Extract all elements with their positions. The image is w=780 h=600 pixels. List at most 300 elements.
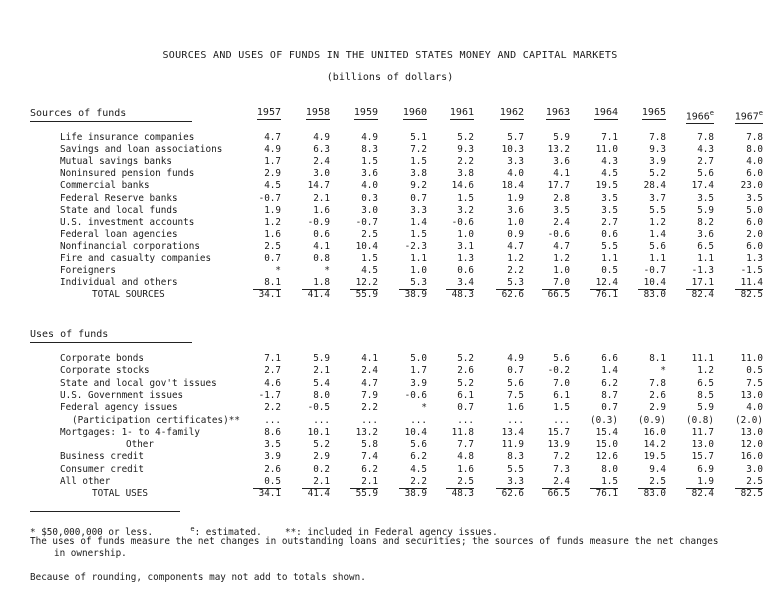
table-row [0, 193, 780, 205]
cell-value: 2.9 [649, 402, 666, 414]
year-label: 1961 [449, 107, 474, 118]
cell-value: 6.1 [457, 389, 474, 401]
cell-value: 2.2 [507, 265, 524, 277]
cell-value: 3.9 [264, 451, 281, 463]
cell-value: 13.2 [547, 144, 570, 156]
cell-value: 7.1 [264, 353, 281, 364]
cell-value: 5.3 [399, 277, 427, 290]
year-label: 1963 [545, 107, 570, 118]
cell-value: 4.1 [361, 353, 378, 364]
cell-value: 3.5 [746, 192, 763, 204]
cell-value: 3.7 [649, 192, 666, 204]
cell-value: 6.0 [746, 240, 763, 252]
cell-value: 9.4 [649, 463, 666, 475]
row-label: U.S. Government issues [60, 389, 184, 401]
row-label: Federal agency issues [60, 402, 178, 414]
cell-value: 2.9 [313, 451, 330, 463]
cell-value: 6.6 [601, 353, 618, 364]
cell-value: 2.5 [735, 476, 763, 489]
total-value: 48.3 [451, 488, 474, 500]
cell-value: 5.9 [553, 132, 570, 143]
cell-value: 3.5 [264, 439, 281, 451]
cell-value: 7.8 [746, 132, 763, 143]
cell-value: 2.6 [264, 463, 281, 475]
cell-value: 15.0 [595, 439, 618, 451]
cell-value: 5.6 [553, 353, 570, 364]
cell-value: 5.5 [601, 240, 618, 252]
cell-value: 5.6 [410, 439, 427, 451]
year-header [626, 107, 666, 120]
year-header [387, 107, 427, 120]
table-row [0, 353, 780, 365]
cell-value: 1.1 [649, 253, 666, 264]
cell-value: 3.5 [601, 204, 618, 216]
cell-value: 10.4 [355, 240, 378, 252]
cell-value: 16.0 [740, 451, 763, 463]
cell-value: 2.4 [313, 156, 330, 168]
cell-value: 3.6 [507, 204, 524, 216]
cell-value: ... [264, 414, 281, 426]
total-value: 34.1 [258, 488, 281, 500]
cell-value: 19.5 [643, 451, 666, 463]
total-row [0, 289, 780, 301]
cell-value: -0.5 [307, 402, 330, 414]
cell-value: 2.1 [302, 476, 330, 489]
row-label: Other [126, 439, 154, 451]
cell-value: 5.2 [457, 377, 474, 389]
table-row [0, 476, 780, 488]
uses-heading-rule [30, 342, 192, 343]
cell-value: 2.0 [746, 228, 763, 240]
row-label: Nonfinancial corporations [60, 240, 200, 252]
cell-value: 5.1 [410, 132, 427, 143]
cell-value: ... [553, 414, 570, 426]
total-value: 55.9 [355, 289, 378, 301]
cell-value: 6.0 [746, 168, 763, 180]
cell-value: 1.7 [264, 156, 281, 168]
cell-value: -1.5 [740, 265, 763, 277]
cell-value: 14.2 [643, 439, 666, 451]
cell-value: 4.3 [601, 156, 618, 168]
cell-value: 0.3 [361, 192, 378, 204]
table-row [0, 451, 780, 463]
year-header [530, 107, 570, 120]
footnote-e-text: : estimated. [194, 527, 262, 539]
cell-value: 5.9 [697, 204, 714, 216]
cell-value: -1.7 [258, 389, 281, 401]
row-label: State and local gov't issues [60, 377, 217, 389]
cell-value: 28.4 [643, 180, 666, 192]
cell-value: 4.9 [264, 144, 281, 156]
cell-value: 2.5 [361, 228, 378, 240]
cell-value: 0.7 [601, 402, 618, 414]
cell-value: 2.5 [638, 476, 666, 489]
year-header [578, 107, 618, 120]
year-header [434, 107, 474, 120]
cell-value: 14.7 [307, 180, 330, 192]
cell-value: 11.0 [740, 353, 763, 364]
cell-value: 7.9 [361, 389, 378, 401]
row-label: Corporate bonds [60, 353, 144, 364]
total-value: 83.0 [643, 488, 666, 500]
cell-value: 2.2 [264, 402, 281, 414]
cell-value: 4.1 [313, 240, 330, 252]
cell-value: 1.2 [553, 253, 570, 264]
total-value: 76.1 [595, 289, 618, 301]
footnote-star: * $50,000,000 or less. [30, 527, 154, 539]
cell-value: 2.2 [361, 402, 378, 414]
cell-value: 11.9 [501, 439, 524, 451]
cell-value: 23.0 [740, 180, 763, 192]
cell-value: ... [313, 414, 330, 426]
cell-value: 1.5 [410, 156, 427, 168]
table-row [0, 277, 780, 289]
cell-value: 1.6 [313, 204, 330, 216]
cell-value: * [275, 265, 281, 277]
cell-value: 3.5 [601, 192, 618, 204]
cell-value: 17.1 [686, 277, 714, 290]
cell-value: 7.7 [457, 439, 474, 451]
table-row [0, 390, 780, 402]
year-label: 1960 [402, 107, 427, 118]
cell-value: 1.1 [697, 253, 714, 264]
cell-value: 11.8 [451, 426, 474, 438]
uses-heading: Uses of funds [30, 329, 109, 340]
year-label: 1962 [499, 107, 524, 118]
total-value: 83.0 [643, 289, 666, 301]
row-label: Savings and loan associations [60, 144, 223, 156]
footnote-double-star: **: included in Federal agency issues. [284, 527, 498, 539]
cell-value: 8.1 [649, 353, 666, 364]
table-row [0, 217, 780, 229]
table-row [0, 415, 780, 427]
cell-value: 0.8 [313, 253, 330, 264]
cell-value: 4.7 [361, 377, 378, 389]
cell-value: 19.5 [595, 180, 618, 192]
cell-value: 2.6 [457, 365, 474, 377]
cell-value: 14.6 [451, 180, 474, 192]
year-label: 1966e [685, 109, 714, 123]
cell-value: 5.4 [313, 377, 330, 389]
cell-value: ... [410, 414, 427, 426]
cell-value: 1.4 [649, 228, 666, 240]
cell-value: 0.9 [507, 228, 524, 240]
footnote-e-mark: e [190, 525, 195, 533]
cell-value: 0.7 [507, 365, 524, 377]
cell-value: 1.6 [264, 228, 281, 240]
cell-value: 8.6 [264, 426, 281, 438]
cell-value: 1.4 [601, 365, 618, 377]
cell-value: 4.9 [361, 132, 378, 143]
cell-value: 1.2 [507, 253, 524, 264]
cell-value: 5.3 [496, 277, 524, 290]
cell-value: 5.8 [361, 439, 378, 451]
cell-value: 13.0 [740, 389, 763, 401]
cell-value: 11.7 [691, 426, 714, 438]
cell-value: 1.5 [410, 228, 427, 240]
total-value: 38.9 [404, 488, 427, 500]
table-row [0, 378, 780, 390]
cell-value: 7.8 [649, 377, 666, 389]
cell-value: 1.5 [361, 156, 378, 168]
cell-value: 18.4 [501, 180, 524, 192]
cell-value: 1.9 [264, 204, 281, 216]
cell-value: 13.0 [740, 426, 763, 438]
cell-value: 10.4 [638, 277, 666, 290]
cell-value: 3.4 [446, 277, 474, 290]
cell-value: -0.9 [307, 216, 330, 228]
cell-value: 3.1 [457, 240, 474, 252]
table-row [0, 156, 780, 168]
total-value: 76.1 [595, 488, 618, 500]
cell-value: 4.8 [457, 451, 474, 463]
table-row [0, 253, 780, 265]
cell-value: 5.6 [649, 240, 666, 252]
cell-value: -2.3 [404, 240, 427, 252]
cell-value: 3.0 [313, 168, 330, 180]
table-row [0, 168, 780, 180]
cell-value: 10.1 [307, 426, 330, 438]
row-label: U.S. investment accounts [60, 216, 195, 228]
cell-value: 10.3 [501, 144, 524, 156]
cell-value: 13.4 [501, 426, 524, 438]
cell-value: ... [457, 414, 474, 426]
cell-value: 7.1 [601, 132, 618, 143]
table-row [0, 229, 780, 241]
cell-value: 1.8 [302, 277, 330, 290]
cell-value: 7.8 [697, 132, 714, 143]
row-label: Mortgages: 1- to 4-family [60, 426, 200, 438]
table-row [0, 427, 780, 439]
cell-value: 0.7 [410, 192, 427, 204]
cell-value: 11.0 [595, 144, 618, 156]
total-value: 82.5 [740, 289, 763, 301]
cell-value: 12.6 [595, 451, 618, 463]
total-row [0, 488, 780, 500]
cell-value: 6.1 [553, 389, 570, 401]
total-value: 41.4 [307, 488, 330, 500]
cell-value: 3.6 [697, 228, 714, 240]
total-value: 55.9 [355, 488, 378, 500]
year-header [241, 107, 281, 120]
cell-value: 1.2 [697, 365, 714, 377]
year-header [338, 107, 378, 120]
cell-value: 4.7 [264, 132, 281, 143]
cell-value: 3.8 [457, 168, 474, 180]
row-label: Foreigners [60, 265, 116, 277]
cell-value: 7.5 [507, 389, 524, 401]
row-label: Federal Reserve banks [60, 192, 178, 204]
cell-value: 1.6 [457, 463, 474, 475]
cell-value: 3.9 [649, 156, 666, 168]
footnote-measure-line1: The uses of funds measure the net changes in outstanding loans and securities; the sources of funds measure the net changes [30, 536, 719, 547]
total-value: 48.3 [451, 289, 474, 301]
year-header [723, 107, 763, 124]
cell-value: 5.5 [507, 463, 524, 475]
cell-value: 5.6 [697, 168, 714, 180]
cell-value: (0.9) [638, 414, 666, 426]
row-label: Noninsured pension funds [60, 168, 195, 180]
cell-value: 7.5 [746, 377, 763, 389]
cell-value: (0.3) [590, 414, 618, 426]
cell-value: 1.5 [457, 192, 474, 204]
cell-value: 17.4 [691, 180, 714, 192]
year-label: 1967e [734, 109, 763, 123]
cell-value: 2.8 [553, 192, 570, 204]
year-header [484, 107, 524, 120]
cell-value: 0.5 [746, 365, 763, 377]
cell-value: 5.6 [507, 377, 524, 389]
year-header [290, 107, 330, 120]
cell-value: 8.0 [313, 389, 330, 401]
cell-value: 3.6 [361, 168, 378, 180]
cell-value: 1.6 [507, 402, 524, 414]
cell-value: 13.0 [691, 439, 714, 451]
row-label: Life insurance companies [60, 132, 195, 143]
cell-value: 2.4 [361, 365, 378, 377]
table-row [0, 402, 780, 414]
sources-heading: Sources of funds [30, 108, 127, 119]
row-label: Consumer credit [60, 463, 144, 475]
cell-value: 6.0 [746, 216, 763, 228]
cell-value: 7.4 [361, 451, 378, 463]
cell-value: 2.5 [264, 240, 281, 252]
table-row [0, 205, 780, 217]
cell-value: 9.3 [457, 144, 474, 156]
cell-value: 5.0 [410, 353, 427, 364]
cell-value: 8.0 [746, 144, 763, 156]
cell-value: * [324, 265, 330, 277]
cell-value: * [660, 365, 666, 377]
table-row [0, 365, 780, 377]
cell-value: 17.7 [547, 180, 570, 192]
cell-value: 6.3 [313, 144, 330, 156]
cell-value: 5.2 [649, 168, 666, 180]
cell-value: (2.0) [735, 414, 763, 426]
cell-value: 11.4 [735, 277, 763, 290]
cell-value: 2.1 [313, 192, 330, 204]
sources-heading-rule [30, 121, 192, 122]
cell-value: 1.1 [410, 253, 427, 264]
cell-value: 4.9 [507, 353, 524, 364]
cell-value: 5.7 [507, 132, 524, 143]
table-row [0, 132, 780, 144]
cell-value: ... [361, 414, 378, 426]
cell-value: -0.6 [404, 389, 427, 401]
cell-value: 2.4 [553, 216, 570, 228]
table-row [0, 464, 780, 476]
cell-value: 2.1 [313, 365, 330, 377]
footnote-rounding: Because of rounding, components may not add to totals shown. [30, 572, 366, 583]
cell-value: 5.9 [697, 402, 714, 414]
cell-value: 3.0 [746, 463, 763, 475]
cell-value: 5.0 [746, 204, 763, 216]
cell-value: 6.2 [601, 377, 618, 389]
cell-value: 4.5 [601, 168, 618, 180]
cell-value: 1.1 [601, 253, 618, 264]
cell-value: 8.3 [361, 144, 378, 156]
cell-value: 7.0 [542, 277, 570, 290]
cell-value: 1.3 [457, 253, 474, 264]
cell-value: 2.9 [264, 168, 281, 180]
cell-value: 5.2 [457, 353, 474, 364]
table-subtitle: (billions of dollars) [326, 72, 454, 83]
year-header [674, 107, 714, 124]
cell-value: 6.5 [697, 377, 714, 389]
cell-value: 0.6 [457, 265, 474, 277]
row-label: Individual and others [60, 277, 178, 289]
year-label: 1965 [641, 107, 666, 118]
cell-value: 4.5 [361, 265, 378, 277]
table-row [0, 241, 780, 253]
estimate-mark: e [758, 109, 763, 117]
cell-value: 15.4 [595, 426, 618, 438]
cell-value: 3.3 [410, 204, 427, 216]
cell-value: 9.3 [649, 144, 666, 156]
cell-value: 1.5 [553, 402, 570, 414]
cell-value: 2.7 [697, 156, 714, 168]
cell-value: 3.8 [410, 168, 427, 180]
cell-value: 5.9 [313, 353, 330, 364]
row-label: (Participation certificates)** [72, 414, 240, 426]
cell-value: 1.5 [361, 253, 378, 264]
cell-value: 0.7 [457, 402, 474, 414]
cell-value: 4.0 [746, 156, 763, 168]
cell-value: -0.7 [258, 192, 281, 204]
cell-value: 10.4 [404, 426, 427, 438]
cell-value: 2.7 [601, 216, 618, 228]
cell-value: 2.1 [350, 476, 378, 489]
cell-value: 1.0 [410, 265, 427, 277]
cell-value: 3.3 [507, 156, 524, 168]
cell-value: 4.0 [507, 168, 524, 180]
cell-value: 0.7 [264, 253, 281, 264]
cell-value: 6.9 [697, 463, 714, 475]
cell-value: 1.3 [746, 253, 763, 264]
cell-value: 5.2 [313, 439, 330, 451]
cell-value: 4.3 [697, 144, 714, 156]
cell-value: -0.6 [547, 228, 570, 240]
cell-value: 12.2 [350, 277, 378, 290]
total-value: 82.5 [740, 488, 763, 500]
cell-value: 1.4 [410, 216, 427, 228]
cell-value: 2.2 [457, 156, 474, 168]
cell-value: 3.2 [457, 204, 474, 216]
cell-value: -0.7 [355, 216, 378, 228]
year-label: 1964 [593, 107, 618, 118]
row-label: Mutual savings banks [60, 156, 172, 168]
cell-value: 2.7 [264, 365, 281, 377]
cell-value: 11.1 [691, 353, 714, 364]
total-value: 82.4 [691, 488, 714, 500]
table-row [0, 180, 780, 192]
total-value: 66.5 [547, 488, 570, 500]
footnote-measure-line2: in ownership. [54, 548, 127, 559]
cell-value: 4.5 [410, 463, 427, 475]
row-label: Commercial banks [60, 180, 150, 192]
cell-value: * [421, 402, 427, 414]
cell-value: 15.7 [547, 426, 570, 438]
table-row [0, 439, 780, 451]
cell-value: 3.9 [410, 377, 427, 389]
cell-value: 1.9 [686, 476, 714, 489]
cell-value: 2.2 [399, 476, 427, 489]
cell-value: 1.0 [457, 228, 474, 240]
row-label: Federal loan agencies [60, 228, 178, 240]
total-value: 62.6 [501, 488, 524, 500]
cell-value: 5.2 [457, 132, 474, 143]
cell-value: 2.4 [542, 476, 570, 489]
